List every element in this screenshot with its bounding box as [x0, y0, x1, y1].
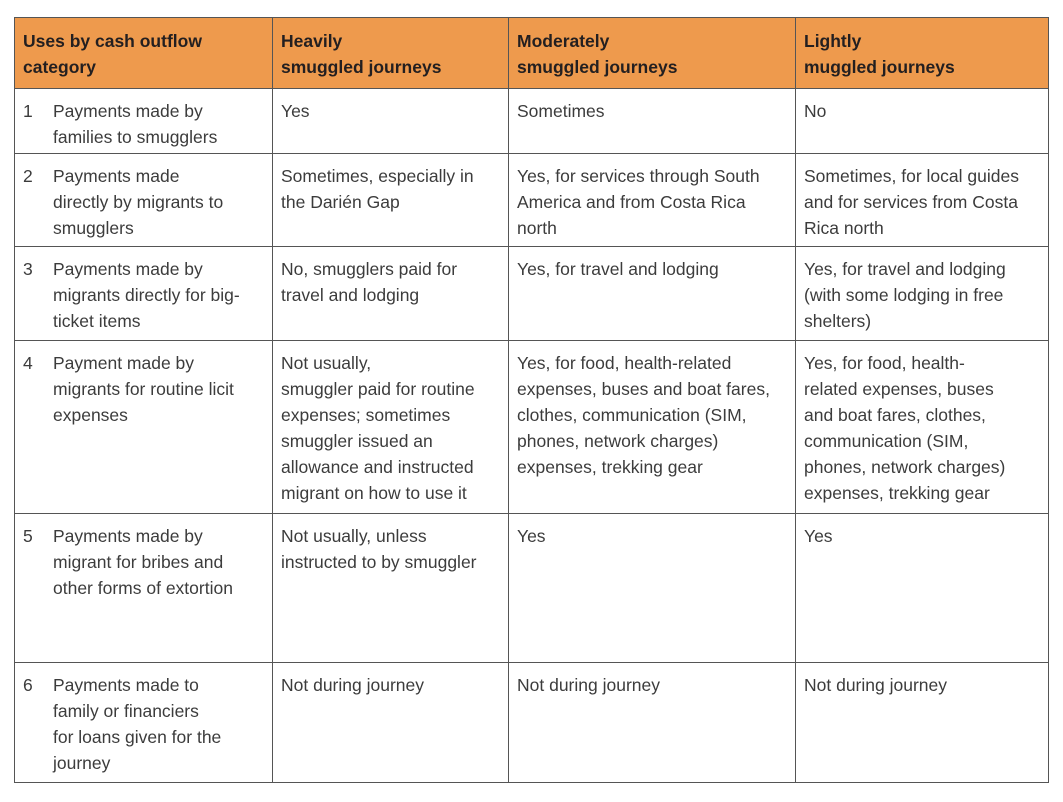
category-cell: [15, 341, 273, 514]
heavy-cell: Not usually, unless instructed to by smuggler: [273, 514, 509, 663]
header-moderately: Moderately smuggled journeys: [509, 18, 796, 89]
heavy-cell: Yes: [273, 89, 509, 154]
light-cell: No: [796, 89, 1049, 154]
heavy-cell: Not during journey: [273, 663, 509, 783]
light-cell: Sometimes, for local guides and for services from Costa Rica north: [796, 154, 1049, 247]
category-cell: [15, 663, 273, 783]
row-number: 6: [23, 675, 33, 695]
cash-outflow-table: [14, 17, 1049, 783]
category-text: Payments made to family or financiers for loans given for the journey: [53, 675, 222, 773]
header-lightly: Lightly muggled journeys: [796, 18, 1049, 89]
moderate-cell: Yes, for services through South America and from Costa Rica north: [509, 154, 796, 247]
table-row: [15, 154, 1049, 247]
category-cell: [15, 514, 273, 663]
row-number: 5: [23, 526, 33, 546]
table-row: [15, 341, 1049, 514]
row-number: 4: [23, 353, 33, 373]
table-row: [15, 89, 1049, 154]
category-cell: [15, 154, 273, 247]
row-number: 1: [23, 101, 33, 121]
category-text: Payments made by families to smugglers: [53, 101, 218, 147]
light-cell: Yes, for travel and lodging (with some lodging in free shelters): [796, 247, 1049, 341]
moderate-cell: Sometimes: [509, 89, 796, 154]
table-row: [15, 247, 1049, 341]
light-cell: Yes, for food, health- related expenses, buses and boat fares, clothes, communication (SIM, phones, network charges) expenses, trekking gear: [796, 341, 1049, 514]
category-text: Payments made by migrants directly for big- ticket items: [53, 259, 240, 331]
header-row: [15, 18, 1049, 89]
category-text: Payments made by migrant for bribes and other forms of extortion: [53, 526, 233, 598]
moderate-cell: Not during journey: [509, 663, 796, 783]
moderate-cell: Yes, for travel and lodging: [509, 247, 796, 341]
table-row: [15, 663, 1049, 783]
header-category: Uses by cash outflow category: [15, 18, 273, 89]
heavy-cell: Sometimes, especially in the Darién Gap: [273, 154, 509, 247]
category-cell: [15, 247, 273, 341]
category-cell: [15, 89, 273, 154]
moderate-cell: Yes, for food, health-related expenses, buses and boat fares, clothes, communication (SIM, phones, network charges) expenses, trekking gear: [509, 341, 796, 514]
row-number: 3: [23, 259, 33, 279]
light-cell: Not during journey: [796, 663, 1049, 783]
table-row: [15, 514, 1049, 663]
heavy-cell: Not usually, smuggler paid for routine expenses; sometimes smuggler issued an allowance and instructed migrant on how to use it: [273, 341, 509, 514]
row-number: 2: [23, 166, 33, 186]
light-cell: Yes: [796, 514, 1049, 663]
heavy-cell: No, smugglers paid for travel and lodging: [273, 247, 509, 341]
moderate-cell: Yes: [509, 514, 796, 663]
header-heavily: Heavily smuggled journeys: [273, 18, 509, 89]
category-text: Payments made directly by migrants to smugglers: [53, 166, 224, 238]
category-text: Payment made by migrants for routine licit expenses: [53, 353, 234, 425]
